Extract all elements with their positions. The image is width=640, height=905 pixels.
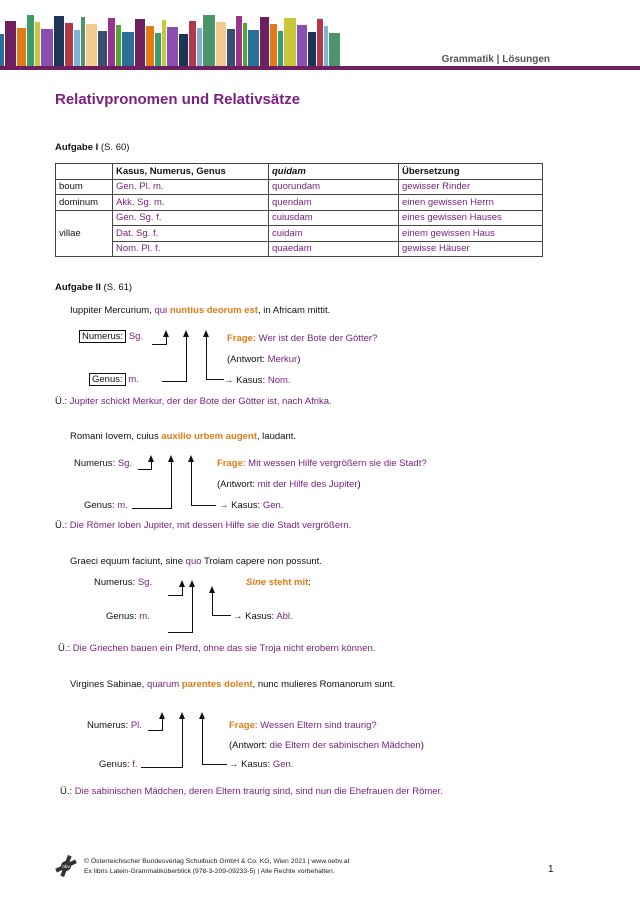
genus-4: Genus: f. bbox=[99, 759, 138, 770]
svg-text:öbv: öbv bbox=[62, 864, 70, 869]
table-row bbox=[56, 241, 543, 257]
book-spine bbox=[74, 30, 80, 66]
book-spine bbox=[329, 33, 340, 66]
table-cell: Gen. Sg. f. bbox=[113, 210, 269, 226]
book-spine bbox=[135, 19, 145, 66]
antwort-1: (Antwort: Merkur) bbox=[227, 354, 301, 365]
numerus-4: Numerus: Pl. bbox=[87, 720, 142, 731]
header-line bbox=[0, 66, 640, 70]
table-cell: quorundam bbox=[269, 179, 399, 195]
task1-heading: Aufgabe I (S. 60) bbox=[55, 142, 130, 153]
table-cell: cuidam bbox=[269, 226, 399, 242]
connector-line bbox=[171, 461, 172, 509]
footer-text: © Österreichischer Bundesverlag Schulbuch GmbH & Co. KG, Wien 2021 | www.oebv.at Ex libris Latein-Grammatiküberblick (978-3-209-09233-5) | Alle Rechte vorbehalten. bbox=[84, 858, 350, 875]
book-spine bbox=[41, 29, 53, 66]
table-cell: einen gewissen Herrn bbox=[399, 195, 543, 211]
connector-line bbox=[212, 615, 231, 616]
book-spine bbox=[54, 16, 64, 66]
book-spine bbox=[167, 27, 178, 66]
book-spine bbox=[98, 31, 107, 66]
book-spine bbox=[284, 18, 296, 66]
book-spine bbox=[162, 20, 166, 66]
sentence-2: Romani Iovem, cuius auxilio urbem augent, laudant. bbox=[70, 431, 296, 442]
table-row bbox=[56, 195, 543, 211]
connector-line bbox=[182, 586, 183, 596]
task2-heading: Aufgabe II (S. 61) bbox=[55, 282, 133, 293]
book-spine bbox=[122, 32, 134, 66]
book-spine bbox=[86, 24, 97, 66]
table-cell: einem gewissen Haus bbox=[399, 226, 543, 242]
connector-line bbox=[162, 718, 163, 731]
book-spine bbox=[324, 26, 328, 66]
table-cell: Nom. Pl. f. bbox=[113, 241, 269, 257]
book-spine bbox=[116, 25, 121, 66]
book-spine bbox=[270, 24, 277, 66]
table-header bbox=[56, 164, 113, 180]
book-spine bbox=[81, 17, 85, 66]
book-spine bbox=[260, 17, 269, 66]
arrow-up-icon bbox=[159, 712, 165, 719]
book-spine bbox=[65, 23, 73, 66]
numerus-3: Numerus: Sg. bbox=[94, 577, 153, 588]
numerus-2: Numerus: Sg. bbox=[74, 458, 133, 469]
header-label: Grammatik | Lösungen bbox=[441, 54, 550, 65]
table-header: quidam bbox=[269, 164, 399, 180]
frage-1: Frage: Wer ist der Bote der Götter? bbox=[227, 333, 378, 344]
page-title: Relativpronomen und Relativsätze bbox=[55, 91, 301, 108]
sentence-3: Graeci equum faciunt, sine quo Troiam capere non possunt. bbox=[70, 556, 322, 567]
arrow-up-icon bbox=[183, 330, 189, 337]
connector-line bbox=[202, 718, 203, 765]
arrow-up-icon bbox=[168, 455, 174, 462]
arrow-up-icon bbox=[163, 330, 169, 337]
connector-line bbox=[148, 730, 162, 731]
translation-3: Ü.: Die Griechen bauen ein Pferd, ohne das sie Troja nicht erobern können. bbox=[58, 643, 376, 654]
connector-line bbox=[206, 336, 207, 380]
arrow-up-icon bbox=[199, 712, 205, 719]
connector-line bbox=[182, 718, 183, 768]
frage-4: Frage: Wessen Eltern sind traurig? bbox=[229, 720, 377, 731]
connector-line bbox=[152, 344, 166, 345]
sine-note: Sine steht mit: bbox=[246, 577, 311, 588]
book-spine bbox=[189, 21, 196, 66]
connector-line bbox=[202, 764, 227, 765]
book-spine bbox=[35, 22, 40, 66]
book-spine bbox=[27, 15, 34, 66]
table-header-row bbox=[56, 164, 543, 180]
connector-line bbox=[206, 379, 224, 380]
arrow-up-icon bbox=[189, 580, 195, 587]
table-row bbox=[56, 226, 543, 242]
antwort-2: (Antwort: mit der Hilfe des Jupiter) bbox=[217, 479, 361, 490]
page-number: 1 bbox=[548, 864, 554, 875]
frage-2: Frage: Mit wessen Hilfe vergrößern sie die Stadt? bbox=[217, 458, 427, 469]
table-cell: Gen. Pl. m. bbox=[113, 179, 269, 195]
book-spine bbox=[146, 26, 154, 66]
book-spine bbox=[108, 18, 115, 66]
table-cell: gewisser Rinder bbox=[399, 179, 543, 195]
table-cell: Akk. Sg. m. bbox=[113, 195, 269, 211]
connector-line bbox=[191, 461, 192, 506]
connector-line bbox=[212, 592, 213, 616]
book-spine bbox=[203, 15, 215, 66]
arrow-up-icon bbox=[179, 712, 185, 719]
table-cell: cuiusdam bbox=[269, 210, 399, 226]
table-cell: boum bbox=[56, 179, 113, 195]
table-cell: Dat. Sg. f. bbox=[113, 226, 269, 242]
connector-line bbox=[138, 469, 151, 470]
table-cell: quaedam bbox=[269, 241, 399, 257]
book-spine bbox=[179, 34, 188, 66]
book-spine bbox=[308, 32, 316, 66]
connector-line bbox=[168, 595, 182, 596]
book-spine bbox=[248, 30, 259, 66]
translation-1: Ü.: Jupiter schickt Merkur, der der Bote der Götter ist, nach Afrika. bbox=[55, 396, 332, 407]
book-spine bbox=[236, 16, 242, 66]
arrow-up-icon bbox=[203, 330, 209, 337]
connector-line bbox=[168, 632, 192, 633]
publisher-logo-icon bbox=[55, 855, 77, 877]
connector-line bbox=[141, 767, 182, 768]
quidam-table bbox=[55, 163, 543, 257]
book-spine bbox=[197, 28, 202, 66]
book-spine bbox=[227, 29, 235, 66]
genus-2: Genus: m. bbox=[84, 500, 128, 511]
kasus-2: → Kasus: Gen. bbox=[219, 500, 284, 511]
table-header: Kasus, Numerus, Genus bbox=[113, 164, 269, 180]
book-spine bbox=[243, 23, 247, 66]
connector-line bbox=[162, 381, 186, 382]
table-cell: gewisse Häuser bbox=[399, 241, 543, 257]
connector-line bbox=[132, 508, 171, 509]
book-spine bbox=[155, 33, 161, 66]
connector-line bbox=[186, 336, 187, 382]
kasus-4: → Kasus: Gen. bbox=[229, 759, 294, 770]
book-spine bbox=[17, 28, 26, 66]
arrow-up-icon bbox=[148, 455, 154, 462]
book-spine bbox=[0, 34, 4, 66]
connector-line bbox=[192, 586, 193, 633]
table-cell: eines gewissen Hauses bbox=[399, 210, 543, 226]
table-cell: villae bbox=[56, 210, 113, 257]
table-cell: dominum bbox=[56, 195, 113, 211]
sentence-4: Virgines Sabinae, quarum parentes dolent, nunc mulieres Romanorum sunt. bbox=[70, 679, 396, 690]
book-spine bbox=[5, 21, 16, 66]
arrow-up-icon bbox=[179, 580, 185, 587]
arrow-up-icon bbox=[209, 586, 215, 593]
antwort-4: (Antwort: die Eltern der sabinischen Mädchen) bbox=[229, 740, 424, 751]
translation-4: Ü.: Die sabinischen Mädchen, deren Eltern traurig sind, sind nun die Ehefrauen der Römer. bbox=[60, 786, 443, 797]
translation-2: Ü.: Die Römer loben Jupiter, mit dessen Hilfe sie die Stadt vergrößern. bbox=[55, 520, 352, 531]
numerus-1: Numerus: Sg. bbox=[79, 331, 143, 342]
connector-line bbox=[166, 336, 167, 345]
sentence-1: Iuppiter Mercurium, qui nuntius deorum est, in Africam mittit. bbox=[70, 305, 331, 316]
kasus-3: → Kasus: Abl. bbox=[233, 611, 293, 622]
table-row bbox=[56, 210, 543, 226]
connector-line bbox=[191, 505, 216, 506]
table-row bbox=[56, 179, 543, 195]
book-spine bbox=[317, 19, 323, 66]
book-spine bbox=[297, 25, 307, 66]
connector-line bbox=[151, 461, 152, 470]
kasus-1: → Kasus: Nom. bbox=[224, 375, 291, 386]
book-spine bbox=[278, 31, 283, 66]
book-spine bbox=[216, 22, 226, 66]
arrow-up-icon bbox=[188, 455, 194, 462]
table-cell: quendam bbox=[269, 195, 399, 211]
genus-3: Genus: m. bbox=[106, 611, 150, 622]
table-header: Übersetzung bbox=[399, 164, 543, 180]
genus-1: Genus: m. bbox=[89, 374, 139, 385]
